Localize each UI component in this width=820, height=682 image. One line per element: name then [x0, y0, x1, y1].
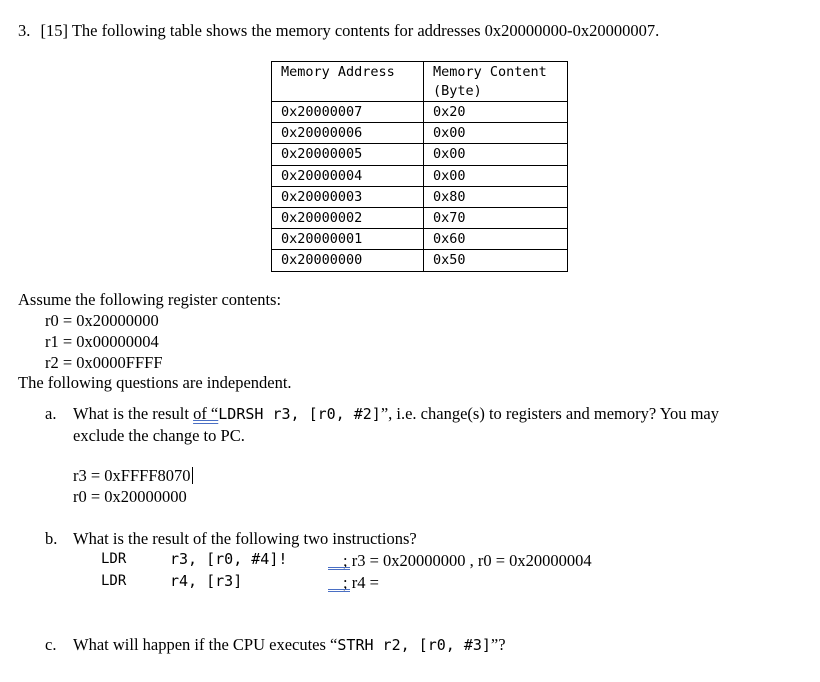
part-a-question — [73, 404, 719, 424]
table-row — [272, 229, 568, 250]
table-row — [272, 144, 568, 165]
table-row — [272, 165, 568, 186]
part-b-question: What is the result of the following two instructions? — [73, 529, 417, 548]
part-a-text-3: exclude the change to PC. — [73, 426, 245, 445]
memory-table — [271, 61, 568, 272]
part-a-label: a. — [45, 404, 57, 423]
table-row — [272, 102, 568, 123]
part-a-answer-1[interactable] — [73, 466, 193, 486]
register-r1: r1 = 0x00000004 — [45, 332, 159, 351]
address-cell: 0x20000004 — [272, 165, 424, 186]
part-b-label: b. — [45, 529, 58, 548]
independence-note: The following questions are independent. — [18, 373, 292, 392]
part-c-text-1: What will happen if the CPU executes “ — [73, 635, 338, 654]
text-cursor — [192, 467, 193, 484]
instr-2-args: r4, [r3] — [170, 572, 243, 590]
part-a-text-of: of “ — [193, 404, 219, 423]
content-cell: 0x00 — [424, 123, 568, 144]
register-r2: r2 = 0x0000FFFF — [45, 353, 163, 372]
part-a-code: LDRSH r3, [r0, #2] — [218, 405, 381, 423]
instr-2-comment[interactable]: ; r4 = — [343, 573, 379, 592]
part-c-label: c. — [45, 635, 57, 654]
header-memory-content — [424, 62, 568, 102]
part-c-text-2: ”? — [490, 635, 506, 654]
table-row — [272, 186, 568, 207]
content-cell: 0x00 — [424, 144, 568, 165]
part-a-text-2: ”, i.e. change(s) to registers and memory? You may — [380, 404, 719, 423]
address-cell: 0x20000007 — [272, 102, 424, 123]
instr-1-underline — [328, 567, 350, 570]
content-cell: 0x20 — [424, 102, 568, 123]
part-a-text-1: What is the result — [73, 404, 194, 423]
instr-1-comment[interactable] — [343, 551, 592, 571]
instr-1-args: r3, [r0, #4]! — [170, 550, 288, 568]
part-a-answer-2[interactable]: r0 = 0x20000000 — [73, 487, 187, 506]
content-cell: 0x50 — [424, 250, 568, 271]
instr-2-underline — [328, 589, 350, 592]
content-cell: 0x60 — [424, 229, 568, 250]
address-cell: 0x20000001 — [272, 229, 424, 250]
instr-1-op: LDR — [101, 551, 127, 567]
address-cell: 0x20000000 — [272, 250, 424, 271]
table-header-row — [272, 62, 568, 102]
question-number: 3. — [18, 21, 31, 40]
table-row — [272, 123, 568, 144]
table-row — [272, 207, 568, 228]
header-memory-address: Memory Address — [272, 62, 424, 102]
instr-1-comment-text: ; r3 = 0x20000000 , r0 = 0x20000004 — [343, 551, 592, 570]
address-cell: 0x20000005 — [272, 144, 424, 165]
table-row — [272, 250, 568, 271]
header-memory-content-line2: (Byte) — [433, 83, 482, 99]
content-cell: 0x70 — [424, 207, 568, 228]
instr-2-op: LDR — [101, 573, 127, 589]
content-cell: 0x00 — [424, 165, 568, 186]
question-intro: [15] The following table shows the memory contents for addresses 0x20000000-0x20000007. — [40, 21, 660, 40]
address-cell: 0x20000003 — [272, 186, 424, 207]
content-cell: 0x80 — [424, 186, 568, 207]
part-a-answer-1-text: r3 = 0xFFFF8070 — [73, 466, 191, 485]
header-memory-content-line1: Memory Content — [433, 64, 547, 80]
address-cell: 0x20000006 — [272, 123, 424, 144]
registers-intro: Assume the following register contents: — [18, 290, 282, 309]
register-r0: r0 = 0x20000000 — [45, 311, 159, 330]
part-c-question — [73, 635, 506, 655]
address-cell: 0x20000002 — [272, 207, 424, 228]
part-c-code: STRH r2, [r0, #3] — [337, 636, 491, 654]
question-header — [18, 21, 659, 41]
